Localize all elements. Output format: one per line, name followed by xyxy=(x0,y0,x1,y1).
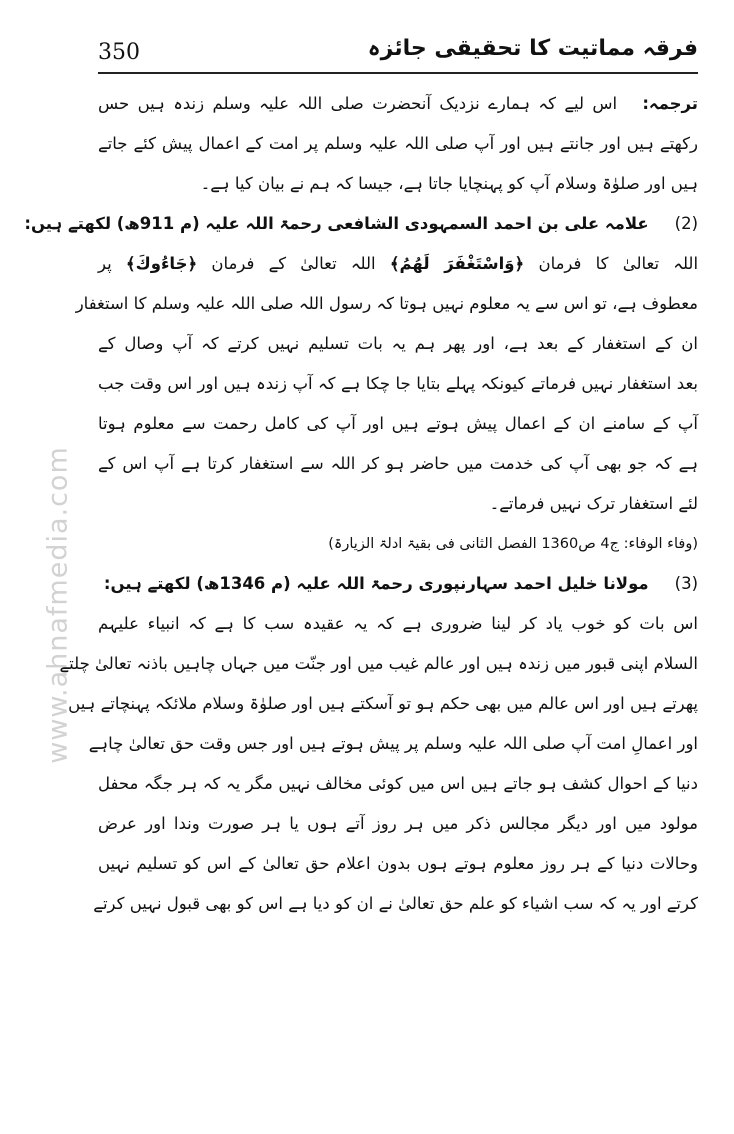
section-2-line-1-mid: اللہ تعالیٰ کے فرمان xyxy=(211,254,376,273)
section-3-number: (3) xyxy=(674,574,698,593)
section-2-line-1 xyxy=(98,244,698,284)
header-rule xyxy=(98,72,698,74)
section-3-line-6: مولود میں اور دیگر مجالس ذکر میں ہر روز آتے ہوں یا ہر صورت وندا اور عرض xyxy=(98,814,698,833)
section-3-line-4: اور اعمالِ امت آپ صلی اللہ علیہ وسلم پر پیش ہوتے ہیں اور جس وقت حق تعالیٰ چاہے xyxy=(88,734,698,753)
section-3-line-8: کرتے اور یہ کہ سب اشیاء کو علم حق تعالیٰ نے ان کو دیا ہے اس کو بھی قبول نہیں کرتے xyxy=(93,894,698,913)
page-number: 350 xyxy=(98,40,140,65)
section-2-line-6: ہے کہ جو بھی آپ کی خدمت میں حاضر ہو کر اللہ سے استغفار کرتا ہے آپ اس کے xyxy=(98,454,698,473)
section-2-heading: علامہ علی بن احمد السمہودی الشافعی رحمۃ اللہ علیہ (م 911ھ) لکھتے ہیں: xyxy=(24,214,649,233)
section-2-line-2: معطوف ہے، تو اس سے یہ معلوم نہیں ہوتا کہ رسول اللہ صلی اللہ علیہ وسلم کا استغفار xyxy=(75,294,698,313)
running-title: فرقہ مماتیت کا تحقیقی جائزہ xyxy=(367,36,698,61)
translation-text-1: اس لیے کہ ہمارے نزدیک آنحضرت صلی اللہ علیہ وسلم زندہ ہیں حس xyxy=(98,94,618,113)
section-2-line-7: لئے استغفار ترک نہیں فرماتے۔ xyxy=(489,494,698,513)
section-2-heading-line xyxy=(24,204,698,244)
section-3-heading-line xyxy=(98,564,698,604)
translation-label: ترجمہ: xyxy=(642,94,698,113)
section-3-line-7: وحالات دنیا کے ہر روز معلوم ہوتے ہوں بدون اعلام حق تعالیٰ کے اس کو تسلیم نہیں xyxy=(98,854,698,873)
page-header xyxy=(98,30,698,74)
quran-phrase-1: ﴿وَاسْتَغْفَرَ لَهُمُ﴾ xyxy=(389,254,525,273)
section-3-line-1: اس بات کو خوب یاد کر لینا ضروری ہے کہ یہ عقیدہ سب کا ہے کہ انبیاء علیہم xyxy=(98,614,698,633)
translation-line-1 xyxy=(98,84,698,124)
section-2-line-5: آپ کے سامنے ان کے اعمال پیش ہوتے ہیں اور آپ کی کامل رحمت سے معلوم ہوتا xyxy=(98,414,698,433)
watermark: www.ahnafmedia.com xyxy=(42,446,74,764)
quran-phrase-2: ﴿جَاءُوكَ﴾ xyxy=(125,254,198,273)
section-2-reference: (وفاء الوفاء: ج4 ص1360 الفصل الثانی فی بقیۃ ادلۃ الزیارۃ) xyxy=(328,536,698,552)
section-3-line-2: السلام اپنی قبور میں زندہ ہیں اور عالم غیب میں اور جنّت میں جہاں چاہیں باذنہ تعالیٰ چلتے xyxy=(59,654,698,673)
section-2-number: (2) xyxy=(674,214,698,233)
translation-line-3: ہیں اور صلوٰۃ وسلام آپ کو پہنچایا جاتا ہے، جیسا کہ ہم نے بیان کیا ہے۔ xyxy=(200,174,698,193)
translation-line-2: رکھتے ہیں اور جانتے ہیں اور آپ صلی اللہ علیہ وسلم پر امت کے اعمال پیش کئے جاتے xyxy=(98,134,698,153)
section-2-line-4: بعد استغفار نہیں فرماتے کیونکہ پہلے بتایا جا چکا ہے کہ آپ زندہ ہیں اور اس وقت جب xyxy=(98,374,698,393)
section-2-line-3: ان کے استغفار کے بعد ہے، اور پھر ہم یہ بات تسلیم نہیں کرتے کہ آپ وصال کے xyxy=(98,334,698,353)
section-3-heading: مولانا خلیل احمد سہارنپوری رحمۃ اللہ علیہ (م 1346ھ) لکھتے ہیں: xyxy=(103,574,649,593)
section-2-line-1-end: پر xyxy=(98,254,112,273)
section-3-line-3: پھرتے ہیں اور اس عالم میں بھی حکم ہو تو آسکتے ہیں اور صلوٰۃ وسلام ملائکہ پہنچاتے ہیں xyxy=(68,694,698,713)
section-2-line-1-start: اللہ تعالیٰ کا فرمان xyxy=(538,254,699,273)
section-3-line-5: دنیا کے احوال کشف ہو جاتے ہیں اس میں کوئی مخالف نہیں مگر یہ کہ ہر جگہ محفل xyxy=(98,774,698,793)
